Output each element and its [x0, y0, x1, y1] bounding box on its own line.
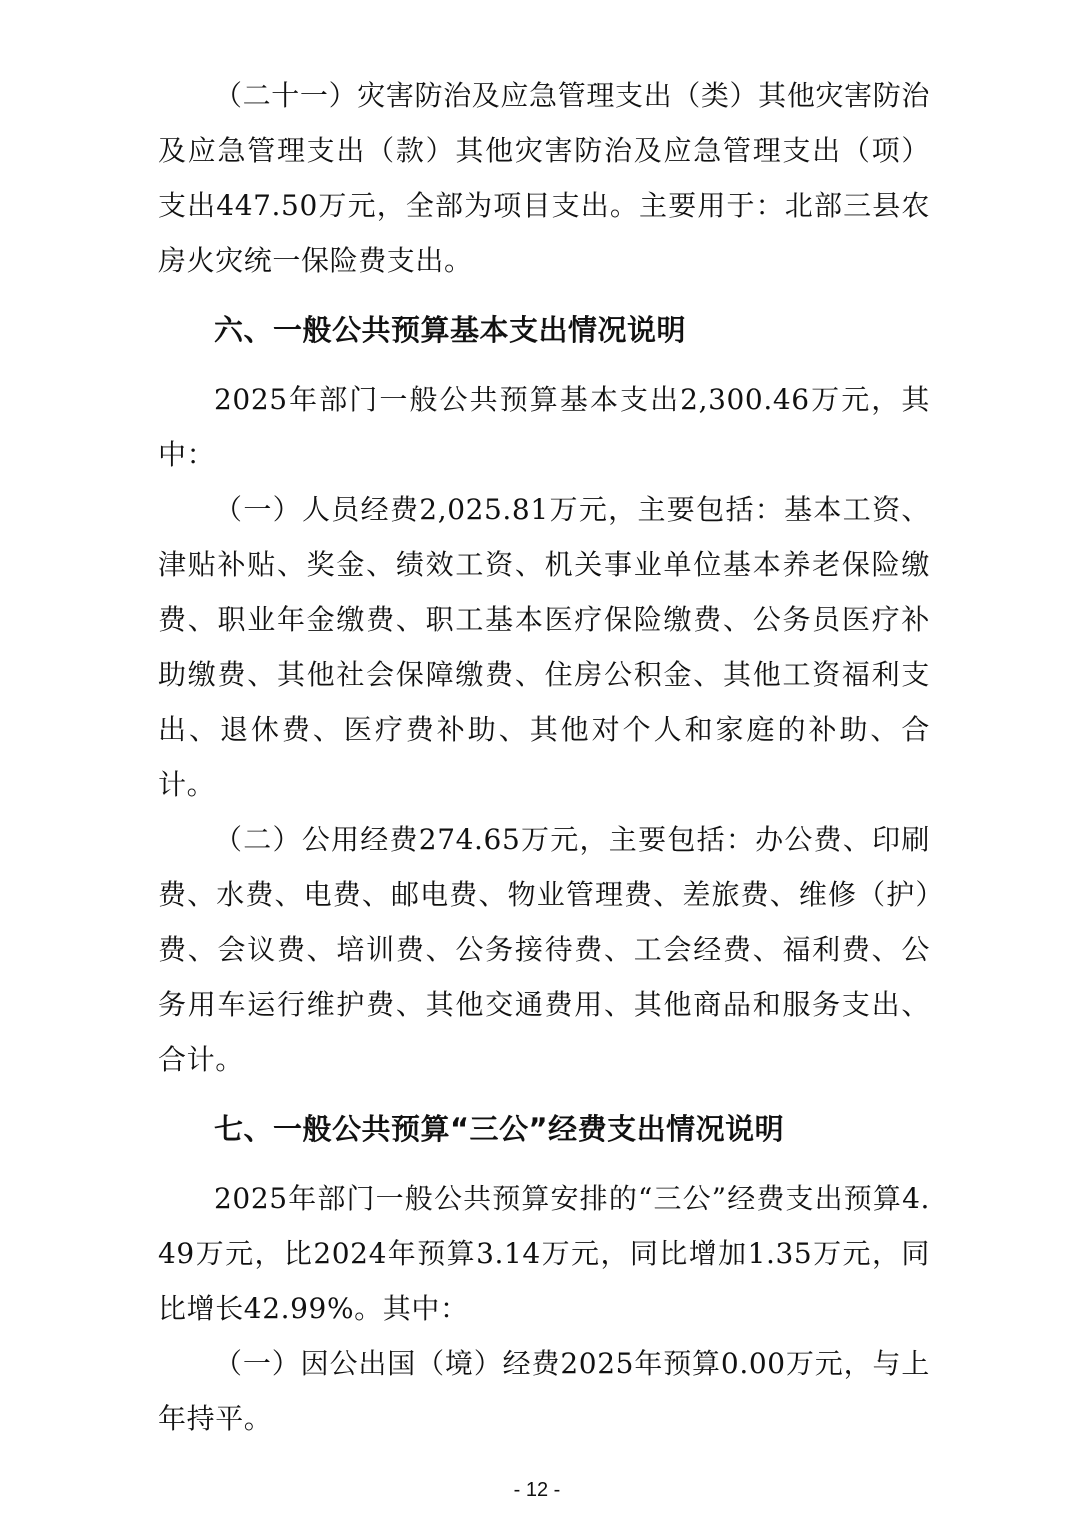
section-heading-three-public-expenses: 七、一般公共预算“三公”经费支出情况说明 — [214, 1112, 785, 1146]
page-number: - 12 - — [513, 1479, 561, 1501]
paragraph-overseas-travel-expenses: （一）因公出国（境）经费2025年预算0.00万元，与上年持平。 — [158, 1347, 930, 1435]
paragraph-personnel-expenses: （一）人员经费2,025.81万元，主要包括：基本工资、津贴补贴、奖金、绩效工资、机关事业单位基本养老保险缴费、职业年金缴费、职工基本医疗保险缴费、公务员医疗补助缴费、其他社会保障缴费、住房公积金、其他工资福利支出、退休费、医疗费补助、其他对个人和家庭的补助、合计。 — [158, 493, 930, 801]
paragraph-basic-expenditure-total: 2025年部门一般公共预算基本支出2,300.46万元，其中： — [158, 383, 930, 471]
document-body — [158, 68, 930, 1446]
paragraph-disaster-expenditure: （二十一）灾害防治及应急管理支出（类）其他灾害防治及应急管理支出（款）其他灾害防治及应急管理支出（项）支出447.50万元，全部为项目支出。主要用于：北部三县农房火灾统一保险费支出。 — [158, 79, 930, 277]
paragraph-public-expenses: （二）公用经费274.65万元，主要包括：办公费、印刷费、水费、电费、邮电费、物业管理费、差旅费、维修（护）费、会议费、培训费、公务接待费、工会经费、福利费、公务用车运行维护费、其他交通费用、其他商品和服务支出、合计。 — [158, 823, 930, 1076]
section-heading-basic-expenditure: 六、一般公共预算基本支出情况说明 — [214, 313, 687, 347]
paragraph-three-public-total: 2025年部门一般公共预算安排的“三公”经费支出预算4.49万元，比2024年预算3.14万元，同比增加1.35万元，同比增长42.99%。其中： — [158, 1182, 930, 1325]
